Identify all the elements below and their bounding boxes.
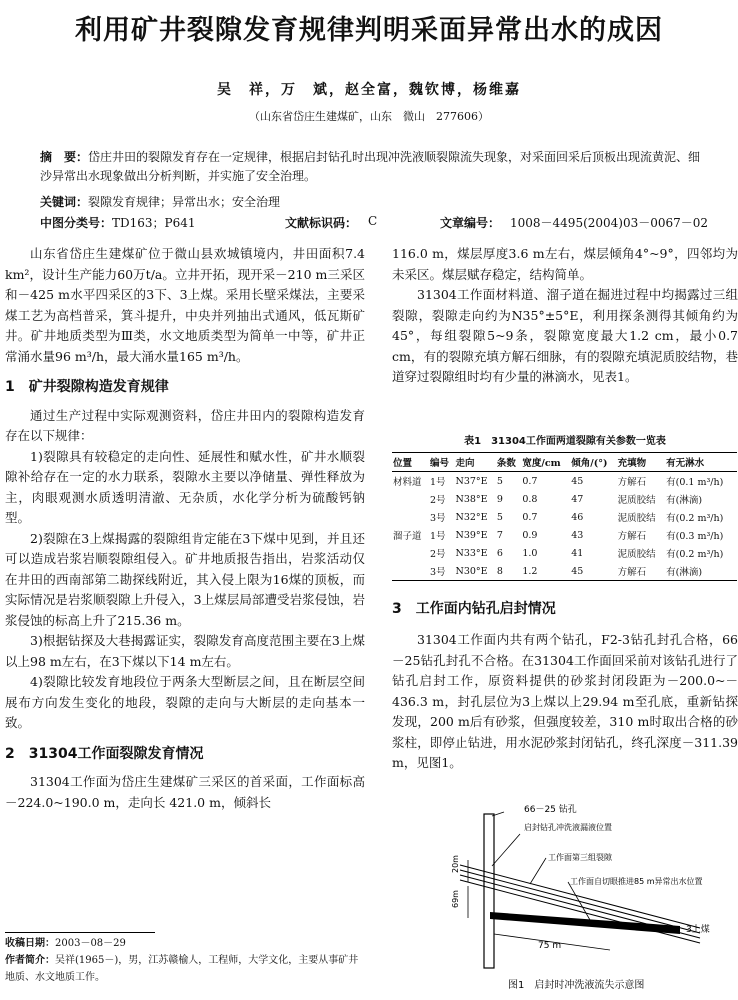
table-cell: 9 (496, 493, 503, 505)
table-header-cell: 倾角/(°) (570, 453, 616, 472)
table-cell: 46 (571, 511, 584, 523)
table-cell: 43 (571, 529, 584, 541)
table-cell: 方解石 (617, 562, 666, 581)
section3-heading: 3 工作面内钻孔启封情况 (392, 601, 556, 617)
outflow-position-leader (568, 882, 590, 920)
table-header-cell: 编号 (429, 453, 454, 472)
table-cell: 有(淋滴) (665, 562, 737, 581)
sec3-p1: 31304工作面内共有两个钻孔，F2-3钻孔封孔合格，66－25钻孔封孔不合格。在31304工作面回采前对该钻孔进行了钻孔启封工作，原资料提供的砂浆封闭段距为－200.0~－436.3 m，封孔层位为3上煤以上29.94 m至孔底，重新钻探发现，200 m后有砂浆，但强度较差，310 m时取出合格的砂浆柱，即停止钻进，用水泥砂浆封闭钻孔，终孔深度－311.39 m，见图1。 (392, 632, 738, 770)
loss-position-leader (492, 834, 520, 866)
sec1-p1: 通过生产过程中实际观测资料，岱庄井田内的裂隙构造发育存在以下规律： (5, 407, 365, 443)
table-cell: 泥质胶结 (617, 513, 656, 524)
article-no: 1008－4495(2004)03－0067－02 (510, 216, 709, 230)
table-wrap (392, 452, 737, 581)
table-header-cell: 充填物 (617, 453, 666, 472)
authors: 吴 祥，万 斌，赵全富，魏钦博，杨维嘉 (217, 82, 521, 98)
table-cell: 0.7 (522, 511, 538, 523)
received-row (5, 935, 365, 952)
table-header-cell: 有无淋水 (665, 453, 737, 472)
abstract-label: 摘 要： (40, 150, 89, 164)
footnote (5, 935, 365, 986)
dimension-75: 75 m (538, 941, 562, 951)
fracture-group-label: 工作面第三组裂隙 (548, 853, 612, 862)
keywords-label: 关键词： (40, 195, 89, 209)
doc-code-label: 文献标识码： (285, 216, 358, 230)
table-cell: 45 (570, 562, 616, 581)
table-cell: N30°E (455, 562, 496, 581)
table-cell: 0.9 (522, 529, 538, 541)
table-cell: 方解石 (617, 531, 647, 542)
keywords-row (40, 193, 720, 210)
table-cell: 溜子道 (393, 531, 422, 542)
bio-row (5, 952, 365, 986)
table-cell: 3号 (430, 513, 446, 524)
table-row (392, 472, 737, 491)
sec1-p4: 3)根据钻探及大巷揭露证实，裂隙发育高度范围主要在3上煤以上98 m左右，在3下煤以下14 m左右。 (5, 633, 365, 669)
article-no-label: 文章编号： (440, 216, 501, 230)
dimension-20: 20m (451, 855, 460, 873)
table-cell: 方解石 (617, 477, 647, 488)
fracture-table (392, 452, 737, 581)
table-cell: 45 (571, 475, 584, 487)
fracture-line-4 (460, 880, 700, 943)
table-caption: 表1 31304工作面两道裂隙有关参数一览表 (464, 436, 666, 447)
left-column (5, 244, 365, 813)
table-cell: 2号 (430, 495, 446, 506)
table-cell (392, 562, 429, 581)
table-cell: 6 (496, 547, 503, 559)
table-row (392, 508, 737, 526)
right-p1: 116.0 m，煤层厚度3.6 m左右，煤层倾角4°~9°，四邻均为未采区。煤层赋存稳定，结构简单。 (392, 246, 738, 282)
section3-body (392, 630, 738, 774)
table-row (392, 526, 737, 544)
figure-caption: 图1 启封时冲洗液流失示意图 (508, 980, 645, 991)
table-cell: 0.8 (522, 493, 538, 505)
table-cell (392, 544, 429, 562)
received-label: 收稿日期： (5, 938, 55, 949)
table-cell: 1.0 (522, 547, 538, 559)
table-cell: 1号 (430, 477, 446, 488)
table-cell: 有(0.3 m³/h) (666, 531, 724, 542)
table-cell: 3号 (429, 562, 454, 581)
table-cell: N38°E (455, 493, 488, 505)
loss-position-label: 启封钻孔冲洗液漏液位置 (524, 823, 612, 832)
sec1-p5: 4)裂隙比较发育地段位于两条大型断层之间，且在断层空间展布方向发生变化的地段，裂隙的走向与大断层的走向基本一致。 (5, 674, 365, 730)
sec1-p3: 2)裂隙在3上煤揭露的裂隙组肯定能在3下煤中见到，并且还可以造成岩浆岩顺裂隙组侵入。矿井地质报告指出，岩浆活动仅在井田的西南部第二勘探线附近，其入侵上限为16煤的顶板，而实际情况是岩浆顺裂隙上升侵入，3上煤层局部遭受岩浆侵蚀，岩浆侵蚀的标高上升了215.36 m。 (5, 530, 365, 628)
dimension-69: 69m (451, 890, 460, 908)
table-cell (392, 508, 429, 526)
intro-paragraph: 山东省岱庄生建煤矿位于微山县欢城镇境内，井田面积7.4 km²，设计生产能力60万t/a。立井开拓，现开采－210 m三采区和－425 m水平四采区的3下、3上煤。采用长壁采煤法，主要采煤工艺为高档普采，箕斗提升，中央并列抽出式通风，低瓦斯矿井。矿井地质类型为Ⅲ类，水文地质类型为简单一中等，矿井正常涌水量96 m³/h，最大涌水量165 m³/h。 (5, 246, 365, 364)
table-cell: 41 (571, 547, 584, 559)
table-cell: 5 (496, 511, 503, 523)
author-bio: 吴祥(1965－)，男，江苏赣榆人，工程师，大学文化，主要从事矿井地质、水文地质工作。 (5, 955, 359, 983)
doc-code: C (368, 214, 378, 228)
table-cell: 有(0.2 m³/h) (666, 513, 724, 524)
borehole-label: 66－25 钻孔 (524, 805, 577, 815)
table-cell: 7 (496, 529, 503, 541)
affiliation: （山东省岱庄生建煤矿，山东 微山 277606） (249, 110, 489, 123)
table-cell: 47 (571, 493, 584, 505)
table-cell: 8 (496, 562, 521, 581)
table-row (392, 544, 737, 562)
table-cell: 0.7 (522, 475, 538, 487)
borehole-shaft (484, 814, 494, 968)
table-cell (392, 490, 429, 508)
table-cell: 有(0.1 m³/h) (666, 477, 724, 488)
table-row (392, 562, 737, 581)
keywords: 裂隙发育规律；异常出水；安全治理 (88, 195, 281, 209)
table-cell: 泥质胶结 (617, 495, 656, 506)
table-row (392, 490, 737, 508)
right-column (392, 244, 738, 388)
clc-label: 中图分类号： (40, 216, 113, 230)
table-header-cell: 宽度/cm (521, 453, 570, 472)
table-cell: 1.2 (521, 562, 570, 581)
table-cell: 有(淋滴) (666, 495, 703, 506)
sec2-p1: 31304工作面为岱庄生建煤矿三采区的首采面，工作面标高－224.0~190.0 m，走向长 421.0 m，倾斜长 (5, 774, 365, 810)
classification-row (40, 214, 720, 231)
coal-seam-label: 3上煤 (686, 925, 710, 935)
footnote-rule (5, 932, 155, 933)
clc: TD163；P641 (112, 216, 196, 230)
table-cell: N32°E (455, 511, 488, 523)
abstract (40, 148, 710, 186)
table-cell: 5 (496, 475, 503, 487)
sec1-p2: 1)裂隙具有较稳定的走向性、延展性和赋水性，矿井水顺裂隙补给存在一定的水力联系，裂隙水主要以净储量、弹性释放为主，肉眼观测水质透明清澈、无杂质，水化学分析为硫酸钙钠型。 (5, 448, 365, 525)
table-cell: 有(0.2 m³/h) (666, 549, 724, 560)
received-date: 2003－08－29 (55, 938, 126, 949)
section1-heading: 1 矿井裂隙构造发育规律 (5, 379, 169, 395)
table-header-cell: 位置 (392, 453, 429, 472)
figure-1 (420, 800, 720, 1000)
table-cell: 2号 (430, 549, 446, 560)
table-body (392, 472, 737, 581)
abstract-text: 岱庄井田的裂隙发育存在一定规律，根据启封钻孔时出现冲洗液顺裂隙流失现象，对采面回采后顶板出现流黄泥、细沙异常出水现象做出分析判断，并实施了安全治理。 (40, 150, 701, 183)
table-cell: N39°E (455, 529, 488, 541)
table-cell: N33°E (455, 547, 488, 559)
table-cell: N37°E (455, 475, 488, 487)
table-cell: 1号 (430, 531, 446, 542)
table-header-row (392, 453, 737, 472)
paper-title: 利用矿井裂隙发育规律判明采面异常出水的成因 (75, 15, 663, 46)
fracture-group-leader (530, 858, 546, 884)
right-p2: 31304工作面材料道、溜子道在掘进过程中均揭露过三组裂隙，裂隙走向约为N35°±5°E，利用探条测得其倾角约为45°，每组裂隙5~9条，裂隙宽度最大1.2 cm，最小0.7 cm，有的裂隙充填方解石细脉，有的裂隙充填泥质胶结物，巷道穿过裂隙组时均有少量的淋滴水，见表1。 (392, 287, 738, 384)
section2-heading: 2 31304工作面裂隙发育情况 (5, 745, 204, 762)
table-header-cell: 条数 (496, 453, 521, 472)
bio-label: 作者简介： (5, 955, 55, 966)
outflow-position-label: 工作面自切眼推进85 m异常出水位置 (570, 877, 703, 886)
table-header-cell: 走向 (455, 453, 496, 472)
table-cell: 材料道 (393, 477, 422, 488)
table-cell: 泥质胶结 (617, 549, 656, 560)
